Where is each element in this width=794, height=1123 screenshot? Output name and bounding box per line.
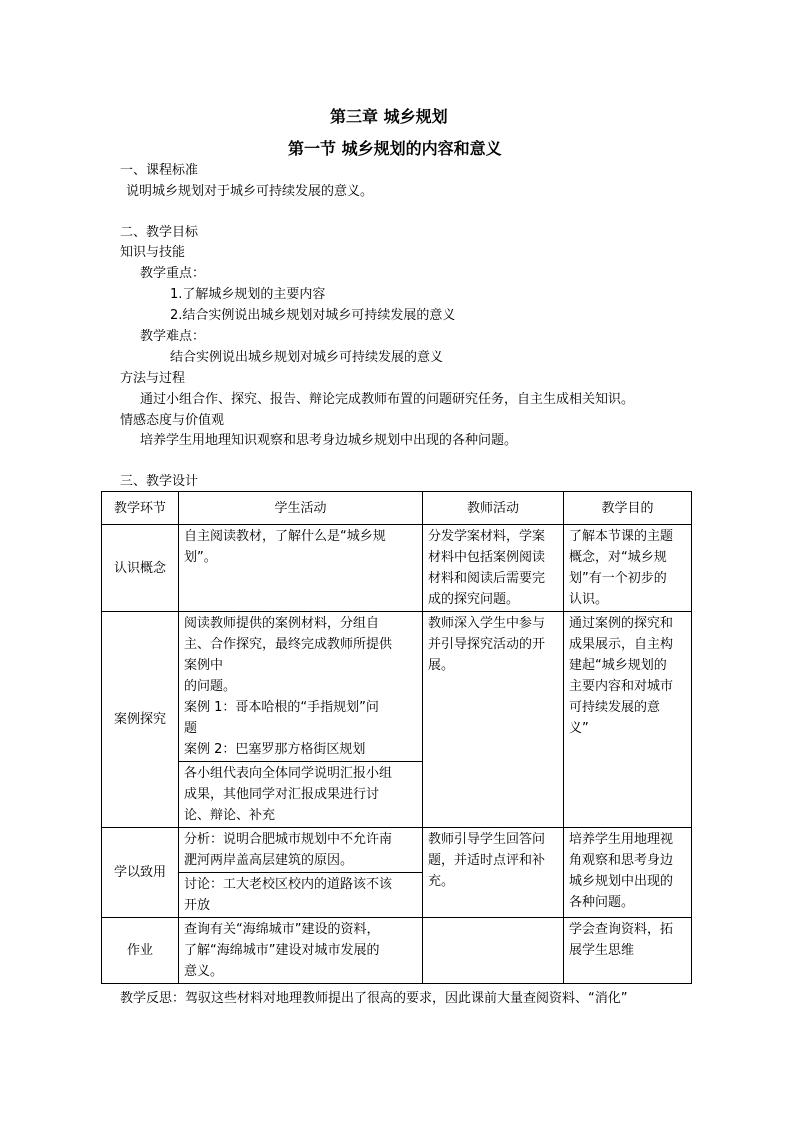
student-activity-cell: 查询有关“海绵城市”建设的资料， 了解“海绵城市”建设对城市发展的 意义。 xyxy=(179,918,423,984)
student-activity-cell: 阅读教师提供的案例材料，分组自 主、合作探究，最终完成教师所提供 案例中 的问题。 案例 1：哥本哈根的“手指规划”问 题 案例 2：巴塞罗那方格街区规划 xyxy=(179,612,423,762)
sec1-heading: 一、课程标准 xyxy=(120,163,199,178)
teacher-activity-cell: 分发学案材料，学案 材料中包括案例阅读 材料和阅读后需要完 成的探究问题。 xyxy=(423,525,564,612)
sec2-heading: 二、教学目标 xyxy=(120,225,199,240)
purpose-cell: 学会查询资料，拓 展学生思维 xyxy=(564,918,692,984)
chapter-title: 第三章 城乡规划 xyxy=(330,107,448,126)
column-header: 学生活动 xyxy=(179,492,423,525)
sec1-text: 说明城乡规划对于城乡可持续发展的意义。 xyxy=(126,184,374,199)
stage-cell: 作业 xyxy=(102,918,179,984)
teacher-activity-cell xyxy=(423,918,564,984)
table-header-row xyxy=(102,492,692,525)
student-activity-cell: 各小组代表向全体同学说明汇报小组 成果，其他同学对汇报成果进行讨 论、辩论、补充 xyxy=(179,762,423,828)
key-points-heading: 教学重点： xyxy=(140,266,206,281)
method-heading: 方法与过程 xyxy=(120,371,186,386)
stage-cell: 认识概念 xyxy=(102,525,179,612)
emotion-heading: 情感态度与价值观 xyxy=(120,413,225,428)
student-activity-cell: 讨论：工大老校区校内的道路该不该 开放 xyxy=(179,873,423,918)
stage-cell: 案例探究 xyxy=(102,612,179,828)
teacher-activity-cell: 教师引导学生回答问 题，并适时点评和补 充。 xyxy=(423,828,564,918)
table-row xyxy=(102,612,692,762)
table-row xyxy=(102,525,692,612)
sec3-heading: 三、教学设计 xyxy=(120,474,199,489)
purpose-cell: 通过案例的探究和 成果展示，自主构 建起“城乡规划的 主要内容和对城市 可持续发展的意 义” xyxy=(564,612,692,828)
method-text: 通过小组合作、探究、报告、辩论完成教师布置的问题研究任务，自主生成相关知识。 xyxy=(140,392,635,407)
student-activity-cell: 自主阅读教材，了解什么是“城乡规 划”。 xyxy=(179,525,423,612)
column-header: 教学环节 xyxy=(102,492,179,525)
purpose-cell: 了解本节课的主题 概念，对“城乡规 划”有一个初步的 认识。 xyxy=(564,525,692,612)
student-activity-cell: 分析：说明合肥城市规划中不允许南 淝河两岸盖高层建筑的原因。 xyxy=(179,828,423,873)
reflection-text: 教学反思：驾驭这些材料对地理教师提出了很高的要求，因此课前大量查阅资料、“消化” xyxy=(120,991,628,1006)
table-row xyxy=(102,918,692,984)
knowledge-heading: 知识与技能 xyxy=(120,245,186,260)
difficulty-text: 结合实例说出城乡规划对城乡可持续发展的意义 xyxy=(170,350,444,365)
table-row xyxy=(102,828,692,873)
difficulty-heading: 教学难点： xyxy=(140,329,206,344)
column-header: 教师活动 xyxy=(423,492,564,525)
key-point-item: 2.结合实例说出城乡规划对城乡可持续发展的意义 xyxy=(170,308,456,323)
emotion-text: 培养学生用地理知识观察和思考身边城乡规划中出现的各种问题。 xyxy=(140,433,518,448)
design-table xyxy=(101,491,692,984)
stage-cell: 学以致用 xyxy=(102,828,179,918)
purpose-cell: 培养学生用地理视 角观察和思考身边 城乡规划中出现的 各种问题。 xyxy=(564,828,692,918)
key-point-item: 1.了解城乡规划的主要内容 xyxy=(170,287,326,302)
column-header: 教学目的 xyxy=(564,492,692,525)
teacher-activity-cell: 教师深入学生中参与 并引导探究活动的开 展。 xyxy=(423,612,564,828)
section-title: 第一节 城乡规划的内容和意义 xyxy=(288,139,502,158)
